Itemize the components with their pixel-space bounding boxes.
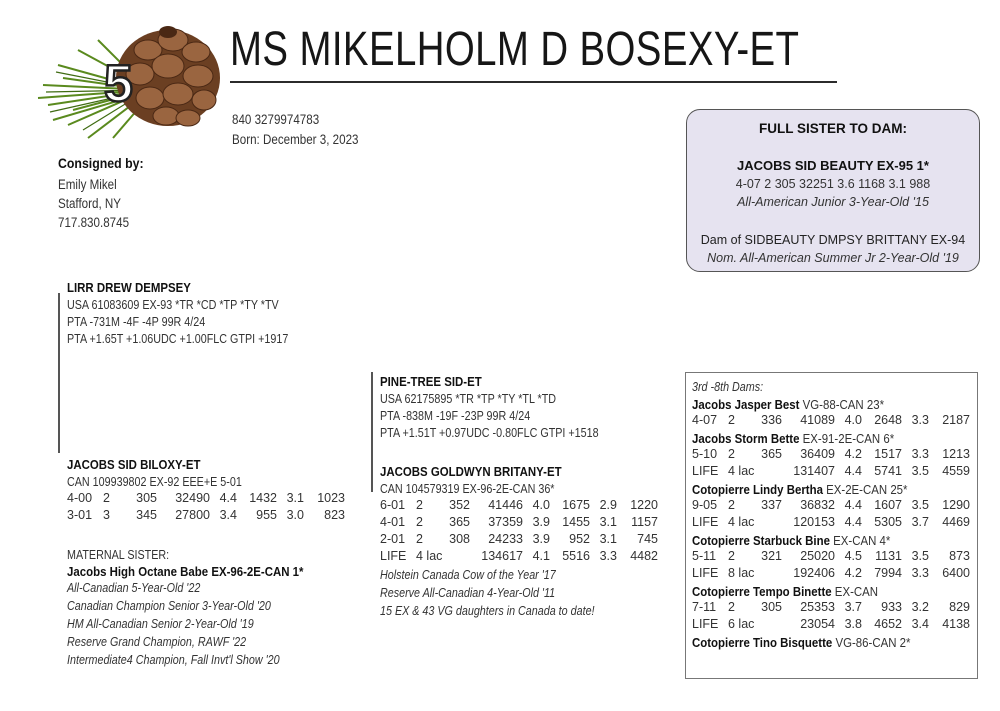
record-cell: 41089 <box>800 413 835 427</box>
record-cell: 25020 <box>800 549 835 563</box>
registration-number: 840 3279974783 <box>232 112 320 127</box>
sire-line: PTA -731M -4F -4P 99R 4/24 <box>67 315 206 329</box>
lactation-record-row <box>692 498 972 515</box>
record-cell: 1220 <box>630 498 658 512</box>
consignor-heading: Consigned by: <box>58 155 144 171</box>
maternal-sister-award: Intermediate4 Champion, Fall Invt'l Show '20 <box>67 653 280 667</box>
record-cell: 3.5 <box>911 549 929 563</box>
lactation-record-row <box>692 549 972 566</box>
record-cell: 3.0 <box>286 508 304 522</box>
record-cell: 3.3 <box>911 566 929 580</box>
lactation-record-row <box>380 515 660 532</box>
record-cell: 4 lac <box>416 549 443 563</box>
full-sister-award: All-American Junior 3-Year-Old '15 <box>737 195 929 209</box>
record-cell: 2 <box>728 498 735 512</box>
record-cell: 36832 <box>800 498 835 512</box>
record-cell: 2 <box>728 413 735 427</box>
maternal-sister-award: All-Canadian 5-Year-Old '22 <box>67 581 201 595</box>
record-cell: 4.0 <box>844 413 862 427</box>
ancestor-dam-classification: EX-CAN 4* <box>829 533 891 548</box>
granddam-records <box>380 498 660 566</box>
mgs-line: USA 62175895 *TR *TP *TY *TL *TD <box>380 392 557 406</box>
record-cell: 1432 <box>249 491 277 505</box>
sire-line: USA 61083609 EX-93 *TR *CD *TP *TY *TV <box>67 298 279 312</box>
record-cell: 3.3 <box>911 413 929 427</box>
record-cell: 4.4 <box>844 515 862 529</box>
lactation-record-row <box>380 549 660 566</box>
record-cell: 25353 <box>800 600 835 614</box>
record-cell: 5305 <box>874 515 902 529</box>
lactation-record-row <box>692 413 972 430</box>
lactation-record-row <box>67 491 347 508</box>
granddam-registration: CAN 104579319 EX-96-2E-CAN 36* <box>380 482 555 496</box>
record-cell: 4559 <box>942 464 970 478</box>
record-cell: 2 <box>103 491 110 505</box>
ancestor-dams-heading: 3rd -8th Dams: <box>692 380 764 394</box>
record-cell: 9-05 <box>692 498 718 512</box>
granddam-award: Holstein Canada Cow of the Year '17 <box>380 568 556 582</box>
ancestor-dam-name <box>692 583 938 600</box>
record-cell: 3.2 <box>911 600 929 614</box>
ancestor-dam-classification: VG-88-CAN 23* <box>799 397 885 412</box>
record-cell: 1455 <box>562 515 590 529</box>
full-sister-name: JACOBS SID BEAUTY EX-95 1* <box>737 158 929 173</box>
record-cell: 27800 <box>175 508 210 522</box>
record-cell: 4.4 <box>844 464 862 478</box>
record-cell: 131407 <box>793 464 835 478</box>
ancestor-dam-name <box>692 430 938 447</box>
animal-name-title: MS MIKELHOLM D BOSEXY-ET <box>230 23 800 76</box>
record-cell: 5-11 <box>692 549 717 563</box>
maternal-sister-name: Jacobs High Octane Babe EX-96-2E-CAN 1* <box>67 564 304 579</box>
record-cell: 308 <box>449 532 470 546</box>
record-cell: 23054 <box>800 617 835 631</box>
record-cell: 8 lac <box>728 566 755 580</box>
record-cell: 2 <box>728 600 735 614</box>
record-cell: 3.1 <box>599 532 617 546</box>
full-sister-box <box>686 109 980 272</box>
record-cell: 873 <box>949 549 970 563</box>
record-cell: 305 <box>136 491 157 505</box>
record-cell: 1517 <box>874 447 902 461</box>
record-cell: 4.4 <box>844 498 862 512</box>
full-sister-record: 4-07 2 305 32251 3.6 1168 3.1 988 <box>735 177 931 191</box>
record-cell: 6-01 <box>380 498 406 512</box>
record-cell: 3.4 <box>219 508 237 522</box>
record-cell: 3 <box>103 508 110 522</box>
ancestor-dam-title: Cotopierre Tempo Binette <box>692 584 832 599</box>
granddam-name: JACOBS GOLDWYN BRITANY-ET <box>380 464 562 479</box>
record-cell: 7-11 <box>692 600 717 614</box>
record-cell: 4.0 <box>532 498 550 512</box>
record-cell: 4.5 <box>844 549 862 563</box>
record-cell: LIFE <box>692 617 719 631</box>
record-cell: 5741 <box>874 464 902 478</box>
record-cell: 4-07 <box>692 413 718 427</box>
mgs-line: PTA -838M -19F -23P 99R 4/24 <box>380 409 531 423</box>
consignor-phone: 717.830.8745 <box>58 215 130 230</box>
record-cell: 2187 <box>942 413 970 427</box>
record-cell: 1213 <box>942 447 970 461</box>
record-cell: 4138 <box>942 617 970 631</box>
ancestor-dam-title: Jacobs Jasper Best <box>692 397 800 412</box>
ancestor-dam-name <box>692 634 938 651</box>
sire-block <box>67 280 324 348</box>
record-cell: 2648 <box>874 413 902 427</box>
record-cell: 2 <box>728 447 735 461</box>
maternal-sister-block <box>67 547 336 669</box>
mgs-block <box>380 374 634 442</box>
record-cell: 3.7 <box>844 600 862 614</box>
consignor-block <box>58 155 155 232</box>
consignor-city: Stafford, NY <box>58 196 122 211</box>
sire-line: PTA +1.65T +1.06UDC +1.00FLC GTPI +1917 <box>67 332 289 346</box>
full-sister-heading: FULL SISTER TO DAM: <box>759 121 907 136</box>
record-cell: 3.3 <box>911 447 929 461</box>
record-cell: 6 lac <box>728 617 755 631</box>
lactation-record-row <box>692 566 972 583</box>
record-cell: 4469 <box>942 515 970 529</box>
record-cell: 24233 <box>488 532 523 546</box>
full-sister-dam-of: Dam of SIDBEAUTY DMPSY BRITTANY EX-94 <box>700 233 966 247</box>
record-cell: 37359 <box>488 515 523 529</box>
record-cell: 4-00 <box>67 491 93 505</box>
record-cell: 3.9 <box>532 532 550 546</box>
record-cell: 3.4 <box>911 617 929 631</box>
mgs-name: PINE-TREE SID-ET <box>380 374 482 389</box>
record-cell: 2 <box>416 498 423 512</box>
ancestor-dams-list <box>692 379 972 651</box>
title-underline <box>230 81 837 83</box>
ancestor-dams-box <box>685 372 978 679</box>
record-cell: 5516 <box>562 549 590 563</box>
record-cell: 4.2 <box>844 566 862 580</box>
ancestor-dam-classification: EX-2E-CAN 25* <box>822 482 908 497</box>
record-cell: LIFE <box>380 549 407 563</box>
record-cell: 305 <box>761 600 782 614</box>
pedigree-line-mgs <box>371 372 373 492</box>
record-cell: 3.8 <box>844 617 862 631</box>
record-cell: 2-01 <box>380 532 406 546</box>
record-cell: 120153 <box>793 515 835 529</box>
record-cell: 345 <box>136 508 157 522</box>
record-cell: 1023 <box>317 491 345 505</box>
record-cell: 1131 <box>875 549 902 563</box>
ancestor-dam-title: Cotopierre Starbuck Bine <box>692 533 830 548</box>
record-cell: 3.9 <box>532 515 550 529</box>
record-cell: 952 <box>569 532 590 546</box>
dam-registration: CAN 109939802 EX-92 EEE+E 5-01 <box>67 475 242 489</box>
record-cell: LIFE <box>692 515 719 529</box>
lactation-record-row <box>380 532 660 549</box>
record-cell: 41446 <box>488 498 523 512</box>
record-cell: 3.5 <box>911 464 929 478</box>
ancestor-dam-name <box>692 481 938 498</box>
record-cell: 3.5 <box>911 498 929 512</box>
record-cell: 3.1 <box>286 491 304 505</box>
record-cell: 365 <box>761 447 782 461</box>
record-cell: LIFE <box>692 566 719 580</box>
record-cell: 745 <box>637 532 658 546</box>
record-cell: 1607 <box>874 498 902 512</box>
lactation-record-row <box>692 464 972 481</box>
record-cell: 1157 <box>631 515 658 529</box>
maternal-sister-award: Reserve Grand Champion, RAWF '22 <box>67 635 247 649</box>
record-cell: 2.9 <box>599 498 617 512</box>
record-cell: LIFE <box>692 464 719 478</box>
mgs-line: PTA +1.51T +0.97UDC -0.80FLC GTPI +1518 <box>380 426 599 440</box>
consignor-name: Emily Mikel <box>58 177 117 192</box>
dam-block <box>67 457 347 525</box>
granddam-award: Reserve All-Canadian 4-Year-Old '11 <box>380 586 556 600</box>
lactation-record-row <box>380 498 660 515</box>
ancestor-dam-classification: VG-86-CAN 2* <box>832 635 911 650</box>
record-cell: 4.2 <box>844 447 862 461</box>
maternal-sister-award: HM All-Canadian Senior 2-Year-Old '19 <box>67 617 254 631</box>
record-cell: 829 <box>949 600 970 614</box>
maternal-sister-award: Canadian Champion Senior 3-Year-Old '20 <box>67 599 271 613</box>
pedigree-line-sire <box>58 293 60 453</box>
record-cell: 337 <box>761 498 782 512</box>
record-cell: 3-01 <box>67 508 93 522</box>
lactation-record-row <box>692 617 972 634</box>
record-cell: 4.4 <box>219 491 237 505</box>
granddam-block <box>380 464 660 620</box>
record-cell: 352 <box>449 498 470 512</box>
dam-name: JACOBS SID BILOXY-ET <box>67 457 201 472</box>
record-cell: 3.7 <box>911 515 929 529</box>
record-cell: 2 <box>416 532 423 546</box>
record-cell: 134617 <box>481 549 523 563</box>
record-cell: 2 <box>416 515 423 529</box>
lactation-record-row <box>692 600 972 617</box>
record-cell: 32490 <box>175 491 210 505</box>
record-cell: 4 lac <box>728 515 755 529</box>
record-cell: 192406 <box>793 566 835 580</box>
ancestor-dam-name <box>692 532 938 549</box>
lactation-record-row <box>692 515 972 532</box>
dam-records <box>67 491 347 525</box>
birth-date: Born: December 3, 2023 <box>232 132 359 147</box>
sire-name: LIRR DREW DEMPSEY <box>67 280 191 295</box>
record-cell: 4-01 <box>380 515 406 529</box>
record-cell: 955 <box>256 508 277 522</box>
ancestor-dam-title: Jacobs Storm Bette <box>692 431 800 446</box>
record-cell: 365 <box>449 515 470 529</box>
ancestor-dam-title: Cotopierre Lindy Bertha <box>692 482 823 497</box>
record-cell: 4482 <box>630 549 658 563</box>
record-cell: 321 <box>761 549 782 563</box>
record-cell: 6400 <box>942 566 970 580</box>
record-cell: 3.1 <box>599 515 617 529</box>
record-cell: 4.1 <box>532 549 550 563</box>
maternal-sister-heading: MATERNAL SISTER: <box>67 548 170 562</box>
record-cell: 4652 <box>874 617 902 631</box>
lactation-record-row <box>67 508 347 525</box>
record-cell: 1675 <box>562 498 590 512</box>
record-cell: 4 lac <box>728 464 755 478</box>
record-cell: 2 <box>728 549 735 563</box>
granddam-award: 15 EX & 43 VG daughters in Canada to date! <box>380 604 595 618</box>
lactation-record-row <box>692 447 972 464</box>
record-cell: 1290 <box>942 498 970 512</box>
full-sister-dam-award: Nom. All-American Summer Jr 2-Year-Old '19 <box>707 251 959 265</box>
record-cell: 36409 <box>800 447 835 461</box>
record-cell: 823 <box>324 508 345 522</box>
record-cell: 336 <box>761 413 782 427</box>
ancestor-dam-title: Cotopierre Tino Bisquette <box>692 635 833 650</box>
record-cell: 5-10 <box>692 447 718 461</box>
ancestor-dam-classification: EX-CAN <box>831 584 879 599</box>
lot-number: 5 <box>104 55 133 113</box>
ancestor-dam-classification: EX-91-2E-CAN 6* <box>799 431 895 446</box>
ancestor-dam-name <box>692 396 938 413</box>
record-cell: 7994 <box>874 566 902 580</box>
record-cell: 933 <box>881 600 902 614</box>
record-cell: 3.3 <box>599 549 617 563</box>
